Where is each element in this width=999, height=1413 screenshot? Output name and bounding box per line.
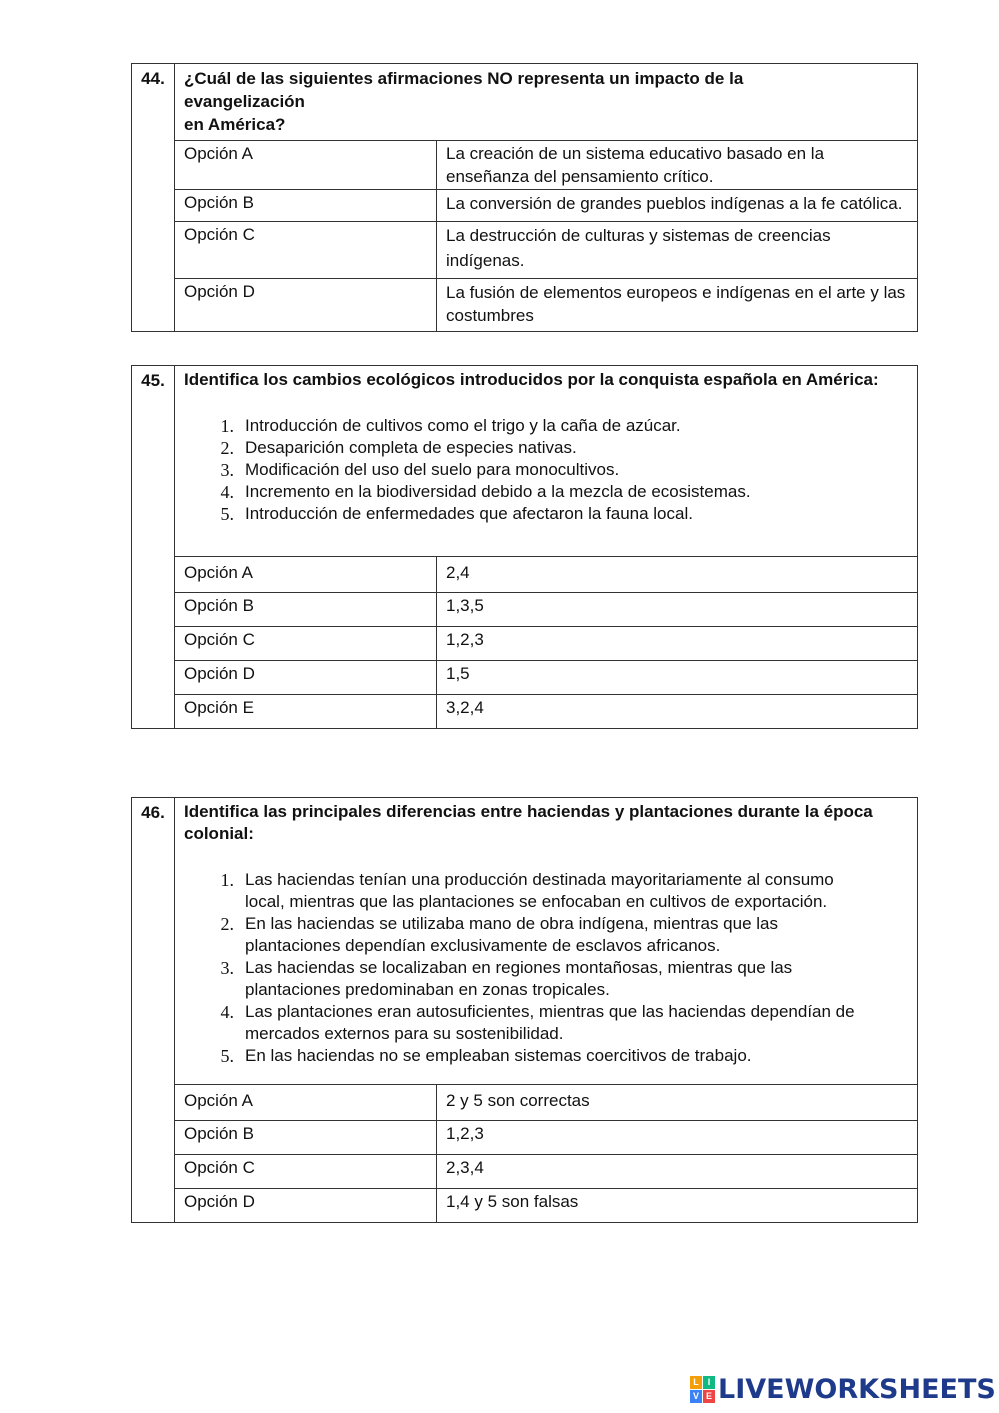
option-text: 1,4 y 5 son falsas xyxy=(437,1189,918,1223)
option-label: Opción C xyxy=(175,627,437,661)
option-text: La destrucción de culturas y sistemas de creencias indígenas. xyxy=(437,222,918,279)
question-title: Identifica los cambios ecológicos introducidos por la conquista española en América: xyxy=(184,370,879,389)
option-label: Opción D xyxy=(175,1189,437,1223)
options-table xyxy=(175,556,917,728)
question-46-table xyxy=(131,797,918,1223)
list-item: Modificación del uso del suelo para monocultivos. xyxy=(245,460,620,479)
question-45-table xyxy=(131,365,918,729)
option-text: 2 y 5 son correctas xyxy=(437,1085,918,1121)
question-body xyxy=(175,366,918,729)
option-label: Opción B xyxy=(175,593,437,627)
option-label: Opción B xyxy=(175,190,437,222)
options-table xyxy=(175,1084,917,1222)
option-text: La conversión de grandes pueblos indígenas a la fe católica. xyxy=(437,190,918,222)
question-body xyxy=(175,64,918,332)
option-row[interactable] xyxy=(175,661,917,695)
list-item: Las haciendas tenían una producción destinada mayoritariamente al consumo local, mientras que las plantaciones se enfocaban en cultivos de exportación. xyxy=(245,870,834,911)
option-label: Opción A xyxy=(175,557,437,593)
option-label: Opción A xyxy=(175,141,437,190)
list-item: En las haciendas no se empleaban sistemas coercitivos de trabajo. xyxy=(245,1046,752,1065)
option-label: Opción E xyxy=(175,695,437,729)
option-label: Opción D xyxy=(175,279,437,332)
option-row[interactable] xyxy=(175,627,917,661)
logo-text: LIVEWORKSHEETS xyxy=(718,1373,996,1405)
option-row[interactable] xyxy=(175,1189,917,1223)
option-row[interactable] xyxy=(175,1155,917,1189)
option-row[interactable] xyxy=(175,190,917,222)
list-item: Las plantaciones eran autosuficientes, mientras que las haciendas dependían de mercados externos para su sostenibilidad. xyxy=(245,1002,855,1043)
liveworksheets-logo[interactable] xyxy=(690,1374,996,1404)
option-label: Opción B xyxy=(175,1121,437,1155)
option-row[interactable] xyxy=(175,279,917,332)
question-title: Identifica las principales diferencias entre haciendas y plantaciones durante la época colonial: xyxy=(184,802,873,843)
option-text: 2,4 xyxy=(437,557,918,593)
options-table xyxy=(175,140,917,331)
option-row[interactable] xyxy=(175,593,917,627)
list-item: Introducción de cultivos como el trigo y la caña de azúcar. xyxy=(245,416,681,435)
option-text: La creación de un sistema educativo basado en la enseñanza del pensamiento crítico. xyxy=(437,141,918,190)
option-label: Opción C xyxy=(175,222,437,279)
list-item: Introducción de enfermedades que afectaron la fauna local. xyxy=(245,504,693,523)
liveworksheets-logo-icon: L I V E xyxy=(690,1376,715,1403)
option-row[interactable] xyxy=(175,1085,917,1121)
option-row[interactable] xyxy=(175,695,917,729)
option-text: 3,2,4 xyxy=(437,695,918,729)
option-text: 2,3,4 xyxy=(437,1155,918,1189)
question-number: 44. xyxy=(132,64,175,332)
question-body xyxy=(175,798,918,1223)
option-label: Opción D xyxy=(175,661,437,695)
question-44-table xyxy=(131,63,918,332)
option-label: Opción A xyxy=(175,1085,437,1121)
list-item: Desaparición completa de especies nativas. xyxy=(245,438,577,457)
option-text: La fusión de elementos europeos e indígenas en el arte y las costumbres xyxy=(437,279,918,332)
question-number: 45. xyxy=(132,366,175,729)
list-item: Incremento en la biodiversidad debido a la mezcla de ecosistemas. xyxy=(245,482,751,501)
option-text: 1,2,3 xyxy=(437,627,918,661)
question-number: 46. xyxy=(132,798,175,1223)
option-row[interactable] xyxy=(175,222,917,279)
option-row[interactable] xyxy=(175,1121,917,1155)
option-row[interactable] xyxy=(175,557,917,593)
statement-list xyxy=(175,415,917,525)
question-title: ¿Cuál de las siguientes afirmaciones NO representa un impacto de la evangelización en América? xyxy=(184,69,744,134)
list-item: Las haciendas se localizaban en regiones montañosas, mientras que las plantaciones predominaban en zonas tropicales. xyxy=(245,958,793,999)
option-label: Opción C xyxy=(175,1155,437,1189)
option-text: 1,2,3 xyxy=(437,1121,918,1155)
option-row[interactable] xyxy=(175,141,917,190)
option-text: 1,3,5 xyxy=(437,593,918,627)
statement-list xyxy=(175,869,917,1067)
list-item: En las haciendas se utilizaba mano de obra indígena, mientras que las plantaciones dependían exclusivamente de esclavos africanos. xyxy=(245,914,779,955)
option-text: 1,5 xyxy=(437,661,918,695)
